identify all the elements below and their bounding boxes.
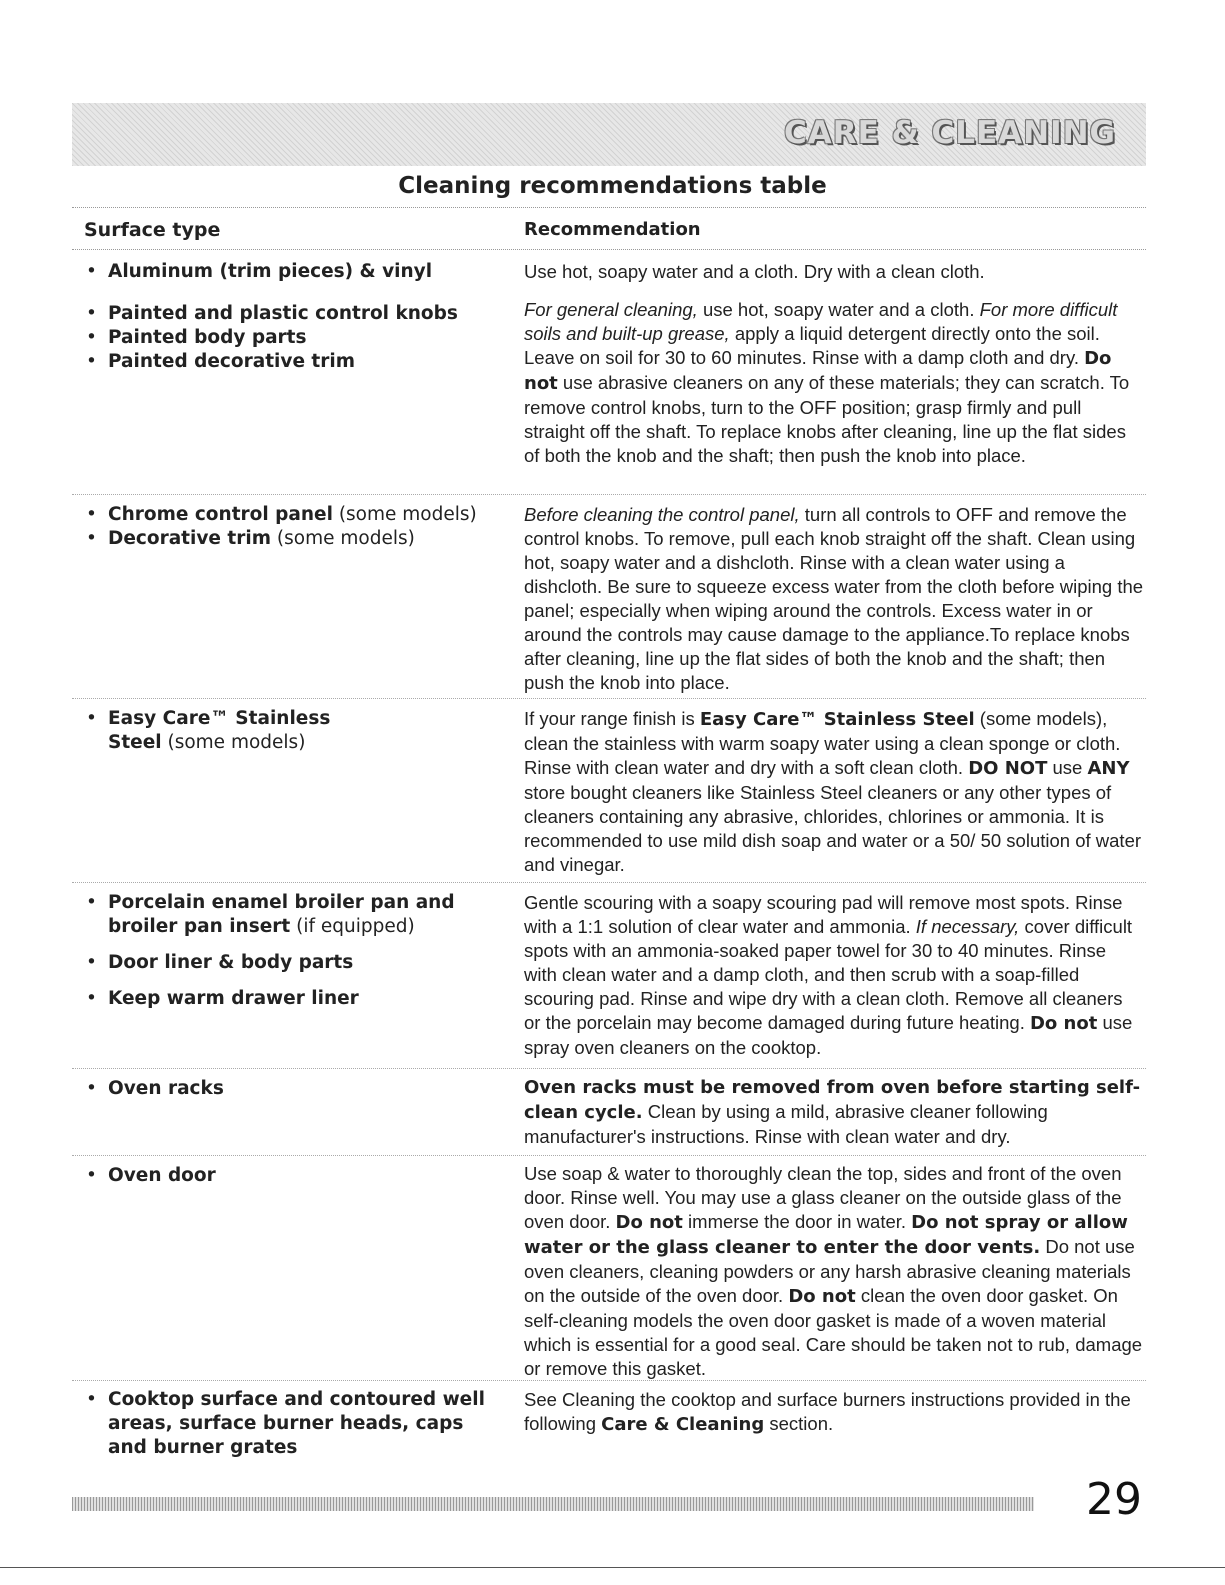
recommendation-warning: Do not — [788, 1286, 856, 1307]
row-divider — [72, 1380, 1146, 1381]
surface-item: Oven racks — [108, 1078, 224, 1099]
recommendation-text: Use soap & water to thoroughly clean the top, sides and front of the oven door. Rinse well. You may use a glass cleaner on the outside glass of the oven door. — [524, 1163, 1122, 1232]
recommendation-text: Clean by using a mild, abrasive cleaner following manufacturer's instructions. Rinse with clean water and dry. — [524, 1101, 1048, 1147]
surface-item: Painted and plastic control knobs — [108, 303, 458, 324]
surface-item: Easy Care™ Stainless — [108, 708, 331, 729]
recommendation-warning: Oven racks must be removed from oven before starting self-clean cycle. — [524, 1077, 1141, 1123]
recommendation-warning: Do not — [524, 348, 1112, 394]
recommendation-header: Recommendation — [524, 219, 701, 240]
footer-bar — [72, 1497, 1034, 1511]
surface-item: Steel — [108, 732, 162, 753]
surface-note: (some models) — [161, 732, 306, 753]
recommendation-text: immerse the door in water. — [682, 1211, 912, 1232]
recommendation-emphasis: For general cleaning, — [524, 299, 698, 320]
recommendation-cell — [524, 891, 1144, 1060]
surface-item: Door liner & body parts — [108, 952, 354, 973]
header-top-rule — [72, 207, 1146, 208]
row-divider — [72, 882, 1146, 883]
recommendation-text: use hot, soapy water and a cloth. — [697, 299, 980, 320]
surface-cell — [84, 260, 514, 284]
row-divider — [72, 698, 1146, 699]
recommendation-warning: Do not — [615, 1212, 683, 1233]
recommendation-cell — [524, 503, 1144, 695]
recommendation-text: use — [1047, 757, 1088, 778]
recommendation-text: section. — [764, 1413, 834, 1434]
recommendation-warning: DO NOT — [968, 758, 1048, 779]
table-title: Cleaning recommendations table — [398, 173, 827, 199]
row-divider — [72, 494, 1146, 495]
recommendation-text: store bought cleaners like Stainless Steel cleaners or any other types of cleaners containing any abrasive, chlorides, chlorines or ammonia. It is recommended to use mild dish soap and water or a 50/ 50 solution of water and vinegar. — [524, 782, 1142, 875]
surface-cell — [84, 1164, 514, 1188]
recommendation-emphasis: Care & Cleaning — [601, 1414, 765, 1435]
recommendation-text: If your range finish is — [524, 708, 700, 729]
recommendation-text: clean the oven door gasket. On self-cleaning models the oven door gasket is made of a woven material which is essential for a good seal. Care should be taken not to rub, damage or remove this gasket. — [524, 1285, 1143, 1379]
recommendation-cell — [524, 298, 1144, 468]
surface-item: Cooktop surface and contoured well areas, surface burner heads, caps and burner grates — [108, 1389, 485, 1458]
recommendation-cell — [524, 707, 1144, 877]
recommendation-emphasis: If necessary, — [915, 916, 1020, 937]
recommendation-warning: ANY — [1087, 758, 1130, 779]
page-number: 29 — [1086, 1474, 1142, 1525]
recommendation-cell — [524, 1162, 1144, 1381]
surface-cell — [84, 1388, 494, 1460]
recommendation-emphasis: Easy Care™ Stainless Steel — [699, 709, 975, 730]
surface-cell — [84, 891, 504, 1011]
recommendation-warning: Do not — [1029, 1013, 1098, 1034]
surface-item: Aluminum (trim pieces) & vinyl — [108, 261, 433, 282]
surface-cell — [84, 707, 514, 755]
surface-item: Painted body parts — [108, 327, 307, 348]
recommendation-text: See Cleaning the cooktop and surface burners instructions provided in the following — [524, 1389, 1131, 1434]
surface-item: Decorative trim — [108, 528, 272, 549]
surface-cell — [84, 302, 514, 374]
surface-item: Painted decorative trim — [108, 351, 356, 372]
recommendation-text: Use hot, soapy water and a cloth. Dry with a clean cloth. — [524, 261, 985, 282]
recommendation-cell — [524, 260, 1144, 284]
row-divider — [72, 1068, 1146, 1069]
recommendation-text: (some models), clean the stainless with warm soapy water using a clean sponge or cloth. Rinse with clean water and dry with a soft clean cloth. — [524, 708, 1121, 778]
recommendation-text: cover difficult spots with an ammonia-soaked paper towel for 30 to 40 minutes. Rinse with clean water and a damp cloth, and then scrub with a soap-filled scouring pad. Rinse and wipe dry with a clean cloth. Remove all cleaners or the porcelain may become damaged during future heating. — [524, 916, 1133, 1033]
recommendation-cell — [524, 1075, 1144, 1149]
header-bottom-rule — [72, 249, 1146, 250]
recommendation-emphasis: For more difficult soils and built-up grease, — [524, 299, 1118, 344]
surface-note: (some models) — [271, 528, 415, 549]
recommendation-text: turn all controls to OFF and remove the control knobs. To remove, pull each knob straight off the shaft. Clean using hot, soapy water and a dishcloth. Rinse with a clean water using a dishcloth. Be sure to squeeze excess water from the cloth before wiping the panel; especially when wiping around the controls. Excess water in or around the controls may cause damage to the appliance.To replace knobs after cleaning, line up the flat sides of both the knob and the shaft; then push the knob into place. — [524, 504, 1144, 693]
surface-cell — [84, 1077, 514, 1101]
surface-item: Keep warm drawer liner — [108, 988, 359, 1009]
surface-note: (some models) — [332, 504, 477, 525]
recommendation-text: use abrasive cleaners on any of these materials; they can scratch. To remove control knobs, turn to the OFF position; grasp firmly and pull straight off the shaft. To replace knobs after cleaning, line up the flat sides of both the knob and the shaft; then push the knob into place. — [524, 372, 1130, 466]
section-title: CARE & CLEANING — [784, 115, 1116, 151]
recommendation-text: apply a liquid detergent directly onto the soil. Leave on soil for 30 to 60 minutes. Rinse with a damp cloth and dry. — [524, 323, 1100, 368]
recommendation-emphasis: Before cleaning the control panel, — [524, 504, 800, 525]
surface-note: (if equipped) — [290, 916, 415, 937]
recommendation-cell — [524, 1388, 1144, 1437]
surface-item: Oven door — [108, 1165, 216, 1186]
recommendation-text: Gentle scouring with a soapy scouring pad will remove most spots. Rinse with a 1:1 solution of clear water and ammonia. — [524, 892, 1123, 937]
section-banner — [72, 103, 1146, 166]
surface-cell — [84, 503, 514, 551]
recommendation-text: use spray oven cleaners on the cooktop. — [524, 1012, 1133, 1058]
row-divider — [72, 1155, 1146, 1156]
surface-item: Chrome control panel — [108, 504, 333, 525]
recommendation-warning: Do not spray or allow water or the glass cleaner to enter the door vents. — [524, 1212, 1128, 1258]
recommendation-text: Do not use oven cleaners, cleaning powders or any harsh abrasive cleaning materials on the outside of the oven door. — [524, 1236, 1135, 1306]
surface-item: Porcelain enamel broiler pan and broiler pan insert — [108, 892, 455, 937]
surface-type-header: Surface type — [84, 219, 221, 241]
page-bottom-rule — [0, 1567, 1225, 1568]
